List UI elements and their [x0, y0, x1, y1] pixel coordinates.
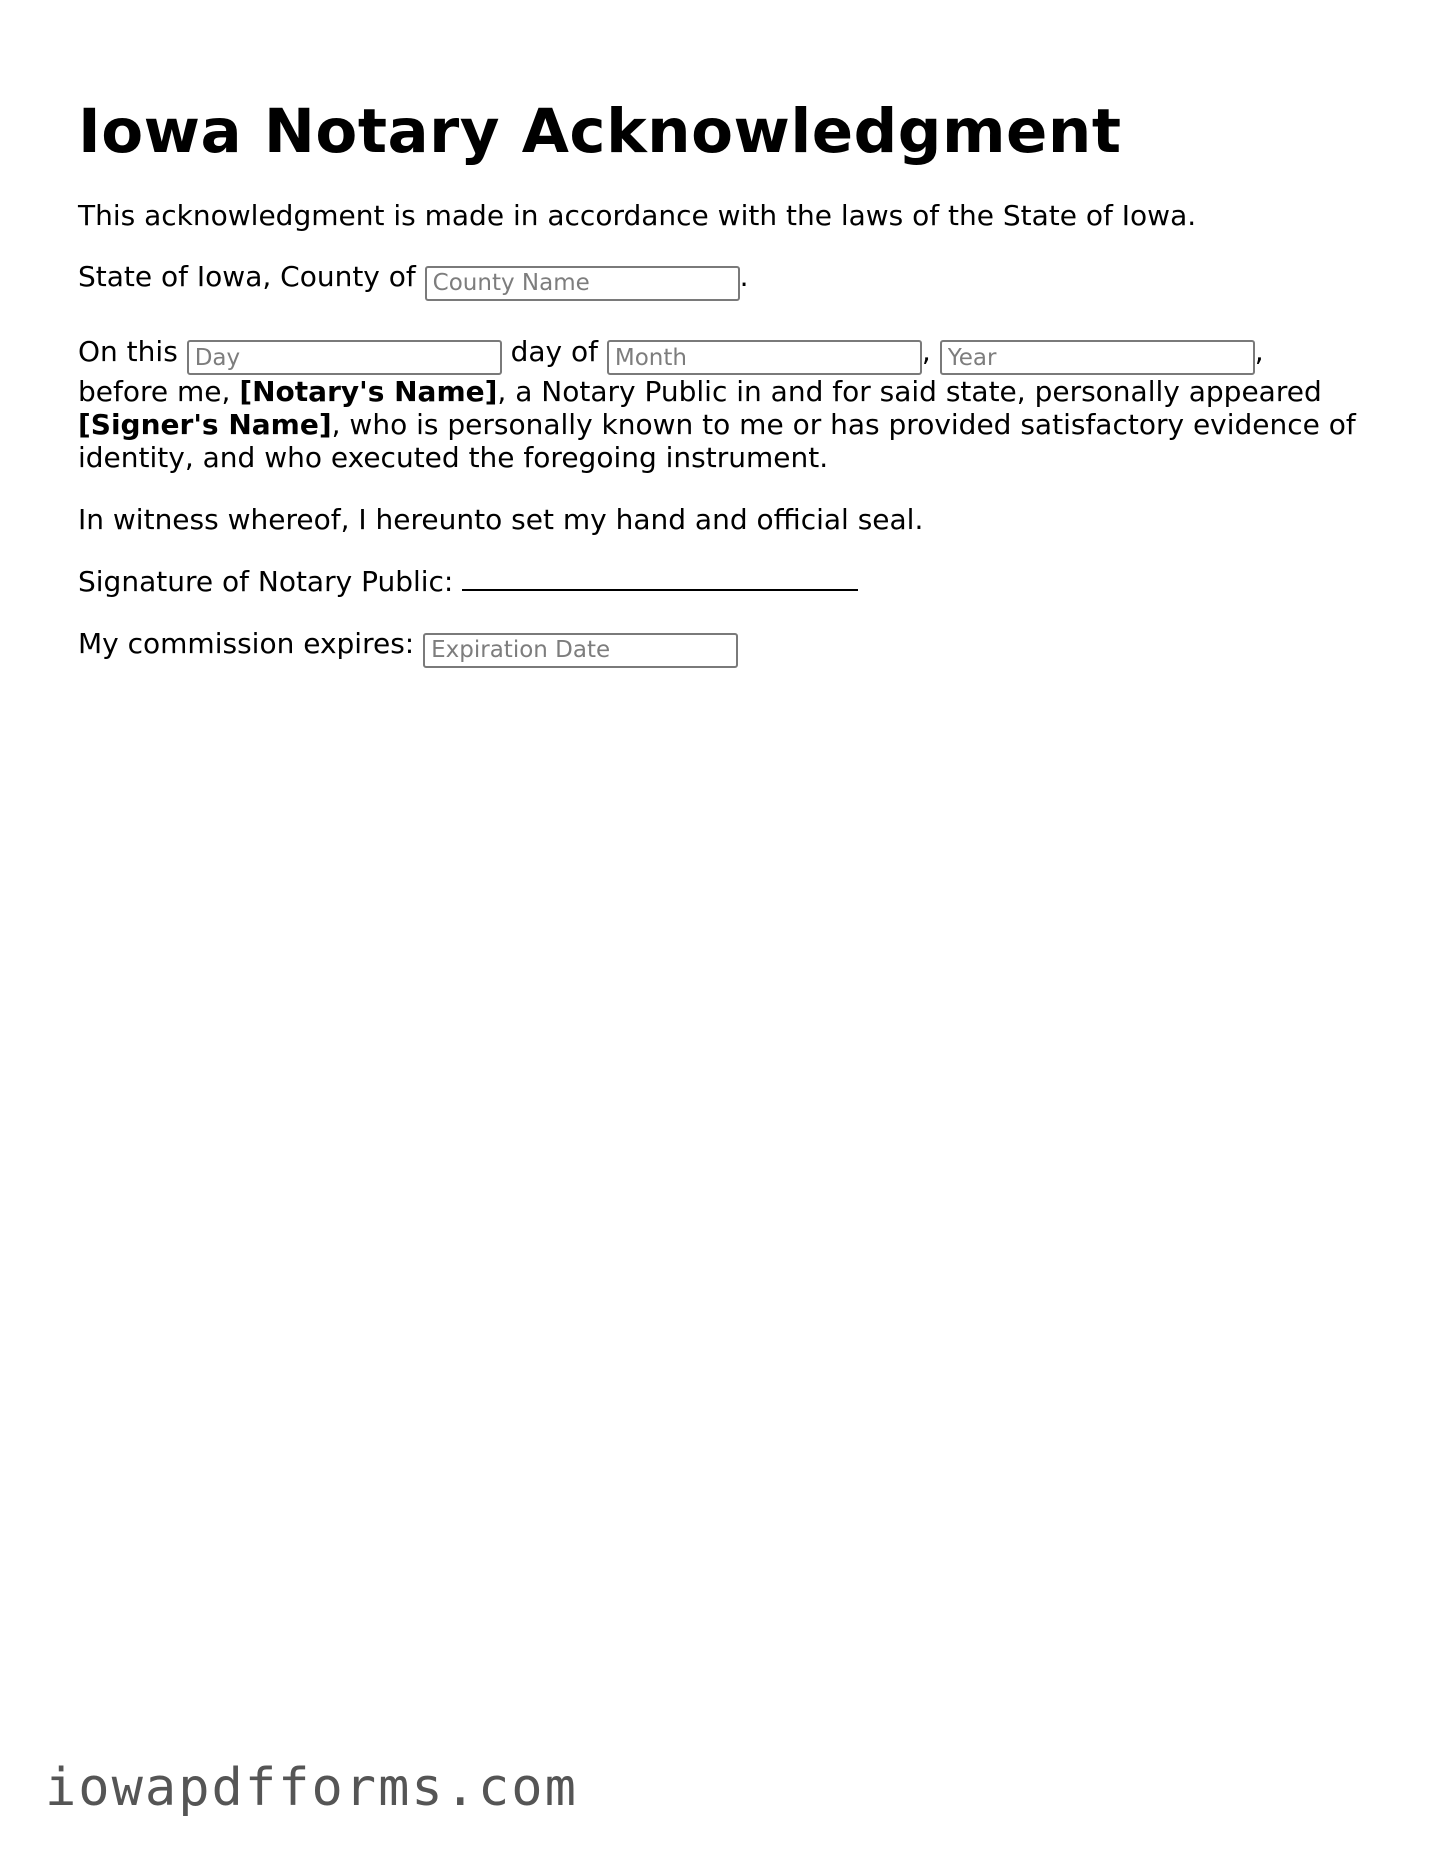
- intro-text: This acknowledgment is made in accordance with the laws of the State of Iowa.: [78, 199, 1197, 232]
- county-line: [78, 260, 1358, 301]
- year-input[interactable]: [940, 340, 1255, 375]
- county-suffix: .: [739, 260, 749, 293]
- expiration-date-input[interactable]: [423, 633, 738, 668]
- notary-name-placeholder: [Notary's Name]: [239, 375, 498, 408]
- notary-form: [78, 95, 1358, 668]
- county-prefix: State of Iowa, County of: [78, 260, 416, 293]
- month-input[interactable]: [607, 340, 922, 375]
- county-input[interactable]: [425, 266, 740, 301]
- page-title: Iowa Notary Acknowledgment: [78, 96, 1122, 167]
- day-input[interactable]: [187, 340, 502, 375]
- signature-line: [78, 565, 1358, 598]
- commission-label: My commission expires:: [78, 627, 415, 660]
- site-watermark: iowapdfforms.com: [45, 1758, 578, 1818]
- comma-text: ,: [921, 334, 931, 368]
- day-of-text: day of: [510, 334, 598, 368]
- signature-label: Signature of Notary Public:: [78, 565, 454, 598]
- before-me-text: before me,: [78, 375, 231, 408]
- signature-blank[interactable]: [462, 567, 858, 591]
- comma-text-2: ,: [1254, 334, 1264, 368]
- on-this-text: On this: [78, 334, 178, 368]
- commission-line: [78, 627, 1358, 668]
- acknowledgment-paragraph: [78, 335, 1358, 475]
- signer-name-placeholder: [Signer's Name]: [78, 408, 332, 441]
- witness-text: In witness whereof, I hereunto set my hand and official seal.: [78, 503, 924, 536]
- signer-text: , who is personally known to me or has provided satisfactory evidence of identity, and who executed the foregoing instrument.: [78, 408, 1356, 474]
- notary-public-text: , a Notary Public in and for said state, personally appeared: [497, 375, 1322, 408]
